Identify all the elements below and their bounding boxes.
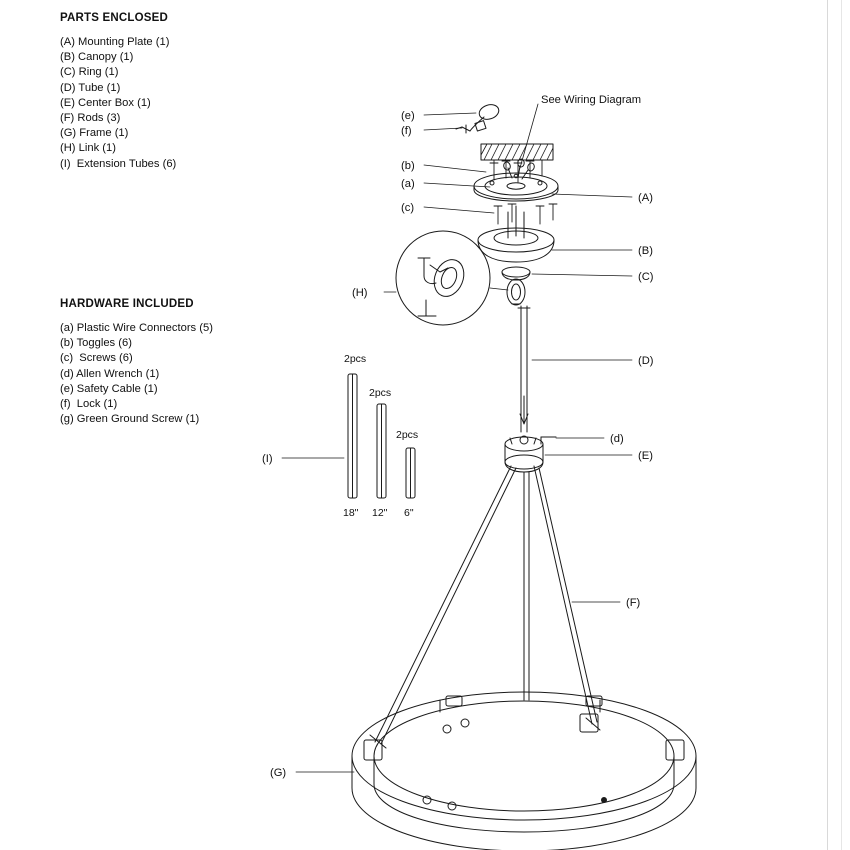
callout-label-d: (d): [610, 433, 624, 445]
list-item: (d) Allen Wrench (1): [60, 367, 160, 380]
callout-label-D: (D): [638, 355, 654, 367]
callout-label-B: (B): [638, 245, 653, 257]
tube-size-18: 18": [343, 507, 359, 519]
hardware-included-title: HARDWARE INCLUDED: [60, 298, 194, 310]
list-item: (E) Center Box (1): [60, 96, 151, 109]
tube: [518, 306, 530, 432]
callout-label-F: (F): [626, 597, 641, 609]
list-item: (a) Plastic Wire Connectors (5): [60, 322, 213, 334]
list-item: (e) Safety Cable (1): [60, 382, 158, 395]
list-item: (b) Toggles (6): [60, 337, 132, 350]
tube-qty-6: 2pcs: [396, 429, 419, 441]
callout-A-leader: [552, 194, 632, 197]
wiring-diagram-note: See Wiring Diagram: [541, 94, 642, 106]
ring: [502, 267, 530, 280]
diagram-labels: [262, 94, 654, 779]
callout-label-C: (C): [638, 271, 654, 283]
list-item: (g) Green Ground Screw (1): [60, 413, 200, 426]
callout-a: [424, 183, 490, 187]
safety-cable-assembly: [456, 102, 501, 133]
list-item: (A) Mounting Plate (1): [60, 36, 170, 48]
screws-set: [494, 204, 557, 224]
canopy: [478, 206, 554, 262]
callout-label-a: (a): [401, 178, 415, 190]
callout-wiring: [520, 104, 538, 168]
callout-label-b: (b): [401, 160, 415, 172]
callout-e: [424, 113, 476, 115]
parts-enclosed-title: PARTS ENCLOSED: [60, 12, 169, 24]
list-item: (G) Frame (1): [60, 127, 129, 140]
callout-b: [424, 165, 486, 172]
callout-label-H: (H): [352, 287, 368, 299]
tube-qty-18: 2pcs: [344, 353, 367, 365]
list-item: (F) Rods (3): [60, 112, 121, 125]
list-item: (f) Lock (1): [60, 398, 118, 411]
callout-C-leader: [532, 274, 632, 276]
link-detail-bubble: [396, 231, 490, 325]
callout-label-G: (G): [270, 767, 287, 779]
tube-size-12: 12": [372, 507, 388, 519]
tube-size-6: 6": [404, 507, 414, 519]
callout-c: [424, 207, 494, 213]
list-item: (D) Tube (1): [60, 81, 121, 94]
list-item: (I) Extension Tubes (6): [60, 157, 177, 170]
callout-label-A: (A): [638, 192, 653, 204]
link: [507, 279, 525, 305]
list-item: (C) Ring (1): [60, 66, 119, 79]
list-item: (H) Link (1): [60, 142, 116, 155]
callout-label-E: (E): [638, 450, 653, 462]
list-item: (B) Canopy (1): [60, 51, 134, 64]
tube-qty-12: 2pcs: [369, 387, 392, 399]
list-item: (c) Screws (6): [60, 352, 133, 365]
callout-label-f: (f): [401, 125, 412, 137]
frame: [352, 692, 696, 850]
callout-label-I: (I): [262, 453, 273, 465]
callout-label-e: (e): [401, 110, 415, 122]
callout-label-c: (c): [401, 202, 415, 214]
